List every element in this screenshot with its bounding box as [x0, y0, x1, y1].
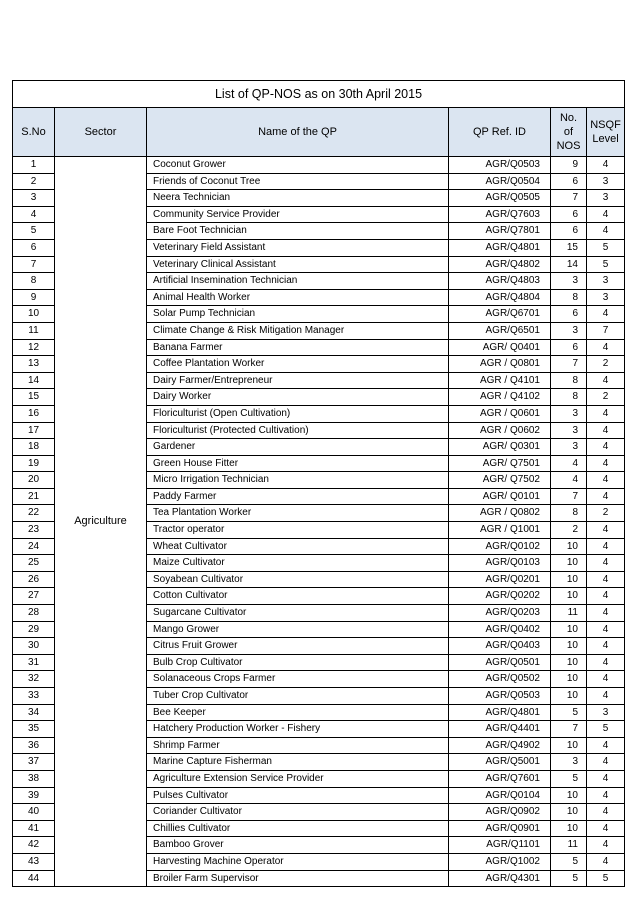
cell-nsqf-level: 4	[587, 820, 625, 837]
cell-qp-ref: AGR/Q0402	[449, 621, 551, 638]
cell-nos-count: 10	[551, 737, 587, 754]
cell-qp-name: Marine Capture Fisherman	[147, 754, 449, 771]
cell-nos-count: 9	[551, 157, 587, 174]
cell-qp-name: Sugarcane Cultivator	[147, 605, 449, 622]
cell-qp-name: Bamboo Grover	[147, 837, 449, 854]
cell-nsqf-level: 3	[587, 289, 625, 306]
cell-sno: 16	[13, 405, 55, 422]
cell-qp-name: Bare Foot Technician	[147, 223, 449, 240]
cell-nos-count: 10	[551, 638, 587, 655]
cell-qp-name: Hatchery Production Worker - Fishery	[147, 721, 449, 738]
cell-qp-ref: AGR/Q0901	[449, 820, 551, 837]
cell-nos-count: 6	[551, 339, 587, 356]
cell-nsqf-level: 2	[587, 356, 625, 373]
cell-nsqf-level: 4	[587, 638, 625, 655]
cell-nos-count: 7	[551, 356, 587, 373]
cell-qp-ref: AGR/Q5001	[449, 754, 551, 771]
cell-sno: 2	[13, 173, 55, 190]
cell-qp-name: Broiler Farm Supervisor	[147, 870, 449, 887]
cell-qp-name: Animal Health Worker	[147, 289, 449, 306]
cell-sno: 34	[13, 704, 55, 721]
cell-nsqf-level: 4	[587, 157, 625, 174]
cell-nsqf-level: 4	[587, 339, 625, 356]
cell-qp-ref: AGR/Q0501	[449, 654, 551, 671]
cell-qp-ref: AGR/Q6701	[449, 306, 551, 323]
cell-qp-ref: AGR / Q4102	[449, 389, 551, 406]
cell-sno: 27	[13, 588, 55, 605]
cell-nsqf-level: 4	[587, 787, 625, 804]
cell-qp-name: Chillies Cultivator	[147, 820, 449, 837]
cell-qp-ref: AGR/Q7801	[449, 223, 551, 240]
cell-nsqf-level: 5	[587, 256, 625, 273]
cell-sno: 36	[13, 737, 55, 754]
cell-qp-ref: AGR/Q0203	[449, 605, 551, 622]
cell-nos-count: 10	[551, 588, 587, 605]
cell-nos-count: 14	[551, 256, 587, 273]
cell-qp-ref: AGR/Q4801	[449, 239, 551, 256]
cell-nsqf-level: 4	[587, 472, 625, 489]
cell-qp-name: Pulses Cultivator	[147, 787, 449, 804]
cell-qp-name: Artificial Insemination Technician	[147, 273, 449, 290]
cell-qp-ref: AGR/Q7601	[449, 770, 551, 787]
cell-qp-name: Dairy Farmer/Entrepreneur	[147, 372, 449, 389]
cell-sno: 21	[13, 488, 55, 505]
cell-nos-count: 3	[551, 273, 587, 290]
cell-sno: 42	[13, 837, 55, 854]
cell-sno: 43	[13, 853, 55, 870]
cell-qp-ref: AGR / Q0602	[449, 422, 551, 439]
cell-nos-count: 10	[551, 654, 587, 671]
cell-sno: 10	[13, 306, 55, 323]
cell-qp-name: Agriculture Extension Service Provider	[147, 770, 449, 787]
header-sno: S.No	[13, 108, 55, 157]
cell-nsqf-level: 4	[587, 688, 625, 705]
cell-qp-name: Soyabean Cultivator	[147, 571, 449, 588]
cell-nsqf-level: 3	[587, 704, 625, 721]
cell-sno: 6	[13, 239, 55, 256]
cell-qp-name: Micro Irrigation Technician	[147, 472, 449, 489]
table-row	[13, 157, 625, 174]
cell-nsqf-level: 4	[587, 853, 625, 870]
cell-nos-count: 5	[551, 770, 587, 787]
cell-nsqf-level: 4	[587, 671, 625, 688]
cell-qp-name: Maize Cultivator	[147, 555, 449, 572]
cell-sno: 20	[13, 472, 55, 489]
cell-sno: 29	[13, 621, 55, 638]
cell-nos-count: 10	[551, 571, 587, 588]
cell-nos-count: 8	[551, 372, 587, 389]
cell-qp-ref: AGR/Q6501	[449, 322, 551, 339]
header-row	[13, 108, 625, 157]
cell-sno: 3	[13, 190, 55, 207]
cell-nsqf-level: 4	[587, 422, 625, 439]
cell-nsqf-level: 2	[587, 505, 625, 522]
cell-qp-name: Harvesting Machine Operator	[147, 853, 449, 870]
cell-nsqf-level: 2	[587, 389, 625, 406]
cell-qp-ref: AGR/Q0503	[449, 157, 551, 174]
cell-qp-ref: AGR/Q0503	[449, 688, 551, 705]
cell-nos-count: 6	[551, 173, 587, 190]
table-title: List of QP-NOS as on 30th April 2015	[13, 81, 625, 108]
cell-qp-ref: AGR/Q4902	[449, 737, 551, 754]
cell-nsqf-level: 4	[587, 306, 625, 323]
cell-nos-count: 4	[551, 472, 587, 489]
cell-qp-ref: AGR/Q0103	[449, 555, 551, 572]
cell-nsqf-level: 4	[587, 770, 625, 787]
cell-sno: 13	[13, 356, 55, 373]
cell-qp-ref: AGR/Q1101	[449, 837, 551, 854]
cell-nsqf-level: 4	[587, 439, 625, 456]
header-name: Name of the QP	[147, 108, 449, 157]
cell-nos-count: 3	[551, 439, 587, 456]
header-level: NSQF Level	[587, 108, 625, 157]
cell-qp-ref: AGR/Q0104	[449, 787, 551, 804]
cell-sno: 32	[13, 671, 55, 688]
cell-qp-name: Solar Pump Technician	[147, 306, 449, 323]
header-sector: Sector	[55, 108, 147, 157]
header-ref: QP Ref. ID	[449, 108, 551, 157]
cell-qp-ref: AGR/ Q0401	[449, 339, 551, 356]
cell-nsqf-level: 3	[587, 173, 625, 190]
cell-nos-count: 3	[551, 422, 587, 439]
cell-sno: 15	[13, 389, 55, 406]
cell-qp-ref: AGR/ Q7501	[449, 455, 551, 472]
cell-sno: 24	[13, 538, 55, 555]
cell-qp-name: Floriculturist (Open Cultivation)	[147, 405, 449, 422]
cell-nos-count: 15	[551, 239, 587, 256]
cell-nsqf-level: 4	[587, 621, 625, 638]
cell-qp-ref: AGR/Q4801	[449, 704, 551, 721]
cell-sno: 44	[13, 870, 55, 887]
table-body	[13, 157, 625, 887]
cell-qp-name: Citrus Fruit Grower	[147, 638, 449, 655]
cell-nsqf-level: 4	[587, 804, 625, 821]
cell-sno: 41	[13, 820, 55, 837]
cell-sno: 31	[13, 654, 55, 671]
cell-qp-name: Community Service Provider	[147, 206, 449, 223]
cell-nsqf-level: 7	[587, 322, 625, 339]
cell-sno: 8	[13, 273, 55, 290]
cell-qp-ref: AGR/Q0202	[449, 588, 551, 605]
cell-nsqf-level: 4	[587, 555, 625, 572]
cell-nos-count: 3	[551, 322, 587, 339]
cell-qp-name: Climate Change & Risk Mitigation Manager	[147, 322, 449, 339]
cell-sno: 30	[13, 638, 55, 655]
cell-sector: Agriculture	[55, 157, 147, 887]
cell-qp-ref: AGR/Q0403	[449, 638, 551, 655]
cell-nos-count: 2	[551, 522, 587, 539]
cell-nsqf-level: 4	[587, 223, 625, 240]
cell-nos-count: 10	[551, 787, 587, 804]
cell-qp-name: Floriculturist (Protected Cultivation)	[147, 422, 449, 439]
cell-nos-count: 10	[551, 621, 587, 638]
cell-nsqf-level: 4	[587, 605, 625, 622]
cell-nos-count: 5	[551, 853, 587, 870]
cell-qp-name: Dairy Worker	[147, 389, 449, 406]
cell-qp-name: Bulb Crop Cultivator	[147, 654, 449, 671]
header-nos: No. of NOS	[551, 108, 587, 157]
cell-nos-count: 6	[551, 223, 587, 240]
cell-qp-ref: AGR/Q1002	[449, 853, 551, 870]
cell-qp-ref: AGR / Q4101	[449, 372, 551, 389]
cell-qp-name: Coriander Cultivator	[147, 804, 449, 821]
cell-sno: 19	[13, 455, 55, 472]
cell-qp-name: Gardener	[147, 439, 449, 456]
cell-qp-name: Tuber Crop Cultivator	[147, 688, 449, 705]
cell-qp-ref: AGR / Q0601	[449, 405, 551, 422]
cell-qp-name: Cotton Cultivator	[147, 588, 449, 605]
cell-qp-ref: AGR / Q1001	[449, 522, 551, 539]
cell-qp-ref: AGR/ Q7502	[449, 472, 551, 489]
cell-nos-count: 10	[551, 804, 587, 821]
cell-qp-name: Neera Technician	[147, 190, 449, 207]
cell-sno: 40	[13, 804, 55, 821]
cell-qp-name: Coffee Plantation Worker	[147, 356, 449, 373]
cell-nsqf-level: 4	[587, 488, 625, 505]
cell-nos-count: 3	[551, 405, 587, 422]
cell-qp-name: Paddy Farmer	[147, 488, 449, 505]
cell-nsqf-level: 4	[587, 372, 625, 389]
cell-sno: 1	[13, 157, 55, 174]
title-row	[13, 81, 625, 108]
cell-qp-ref: AGR/Q4802	[449, 256, 551, 273]
cell-nos-count: 8	[551, 289, 587, 306]
qp-nos-table	[12, 80, 625, 887]
cell-nos-count: 10	[551, 555, 587, 572]
cell-nos-count: 10	[551, 820, 587, 837]
cell-qp-ref: AGR/Q0201	[449, 571, 551, 588]
cell-sno: 39	[13, 787, 55, 804]
cell-nsqf-level: 5	[587, 239, 625, 256]
cell-qp-ref: AGR/ Q0301	[449, 439, 551, 456]
cell-sno: 18	[13, 439, 55, 456]
cell-qp-ref: AGR/Q4803	[449, 273, 551, 290]
cell-nos-count: 6	[551, 306, 587, 323]
cell-nsqf-level: 4	[587, 754, 625, 771]
cell-nsqf-level: 4	[587, 405, 625, 422]
cell-nsqf-level: 4	[587, 538, 625, 555]
cell-sno: 17	[13, 422, 55, 439]
cell-nos-count: 7	[551, 488, 587, 505]
cell-nos-count: 10	[551, 671, 587, 688]
cell-sno: 12	[13, 339, 55, 356]
cell-nos-count: 10	[551, 538, 587, 555]
cell-qp-name: Mango Grower	[147, 621, 449, 638]
cell-nos-count: 11	[551, 837, 587, 854]
cell-qp-name: Coconut Grower	[147, 157, 449, 174]
cell-qp-name: Tractor operator	[147, 522, 449, 539]
cell-nos-count: 4	[551, 455, 587, 472]
cell-qp-ref: AGR/Q0902	[449, 804, 551, 821]
cell-qp-ref: AGR/Q0502	[449, 671, 551, 688]
cell-sno: 22	[13, 505, 55, 522]
cell-qp-name: Tea Plantation Worker	[147, 505, 449, 522]
cell-qp-ref: AGR/Q0102	[449, 538, 551, 555]
cell-qp-ref: AGR/Q0505	[449, 190, 551, 207]
cell-nsqf-level: 4	[587, 522, 625, 539]
cell-nsqf-level: 4	[587, 588, 625, 605]
cell-qp-name: Banana Farmer	[147, 339, 449, 356]
cell-sno: 28	[13, 605, 55, 622]
cell-nos-count: 8	[551, 389, 587, 406]
cell-qp-name: Wheat Cultivator	[147, 538, 449, 555]
cell-nsqf-level: 4	[587, 837, 625, 854]
cell-nsqf-level: 4	[587, 654, 625, 671]
cell-nsqf-level: 3	[587, 190, 625, 207]
cell-qp-ref: AGR/Q4401	[449, 721, 551, 738]
cell-qp-name: Veterinary Clinical Assistant	[147, 256, 449, 273]
cell-qp-name: Bee Keeper	[147, 704, 449, 721]
cell-qp-name: Shrimp Farmer	[147, 737, 449, 754]
cell-nos-count: 5	[551, 704, 587, 721]
cell-qp-ref: AGR/Q4804	[449, 289, 551, 306]
cell-sno: 26	[13, 571, 55, 588]
cell-sno: 14	[13, 372, 55, 389]
cell-nsqf-level: 4	[587, 206, 625, 223]
cell-qp-ref: AGR/Q7603	[449, 206, 551, 223]
cell-sno: 23	[13, 522, 55, 539]
cell-nos-count: 7	[551, 721, 587, 738]
cell-qp-ref: AGR/Q4301	[449, 870, 551, 887]
cell-nos-count: 7	[551, 190, 587, 207]
cell-nsqf-level: 4	[587, 737, 625, 754]
cell-qp-name: Veterinary Field Assistant	[147, 239, 449, 256]
cell-qp-name: Solanaceous Crops Farmer	[147, 671, 449, 688]
cell-sno: 37	[13, 754, 55, 771]
cell-nos-count: 6	[551, 206, 587, 223]
cell-nos-count: 3	[551, 754, 587, 771]
cell-sno: 7	[13, 256, 55, 273]
cell-nsqf-level: 5	[587, 721, 625, 738]
cell-sno: 38	[13, 770, 55, 787]
cell-nos-count: 8	[551, 505, 587, 522]
cell-nsqf-level: 3	[587, 273, 625, 290]
cell-nsqf-level: 4	[587, 455, 625, 472]
cell-qp-ref: AGR/ Q0101	[449, 488, 551, 505]
cell-nos-count: 11	[551, 605, 587, 622]
cell-sno: 5	[13, 223, 55, 240]
cell-qp-name: Friends of Coconut Tree	[147, 173, 449, 190]
cell-sno: 9	[13, 289, 55, 306]
cell-nsqf-level: 4	[587, 571, 625, 588]
cell-qp-ref: AGR / Q0802	[449, 505, 551, 522]
cell-sno: 4	[13, 206, 55, 223]
cell-nos-count: 10	[551, 688, 587, 705]
cell-qp-name: Green House Fitter	[147, 455, 449, 472]
cell-qp-ref: AGR / Q0801	[449, 356, 551, 373]
cell-qp-ref: AGR/Q0504	[449, 173, 551, 190]
cell-sno: 35	[13, 721, 55, 738]
cell-nsqf-level: 5	[587, 870, 625, 887]
cell-sno: 25	[13, 555, 55, 572]
cell-sno: 11	[13, 322, 55, 339]
cell-nos-count: 5	[551, 870, 587, 887]
cell-sno: 33	[13, 688, 55, 705]
